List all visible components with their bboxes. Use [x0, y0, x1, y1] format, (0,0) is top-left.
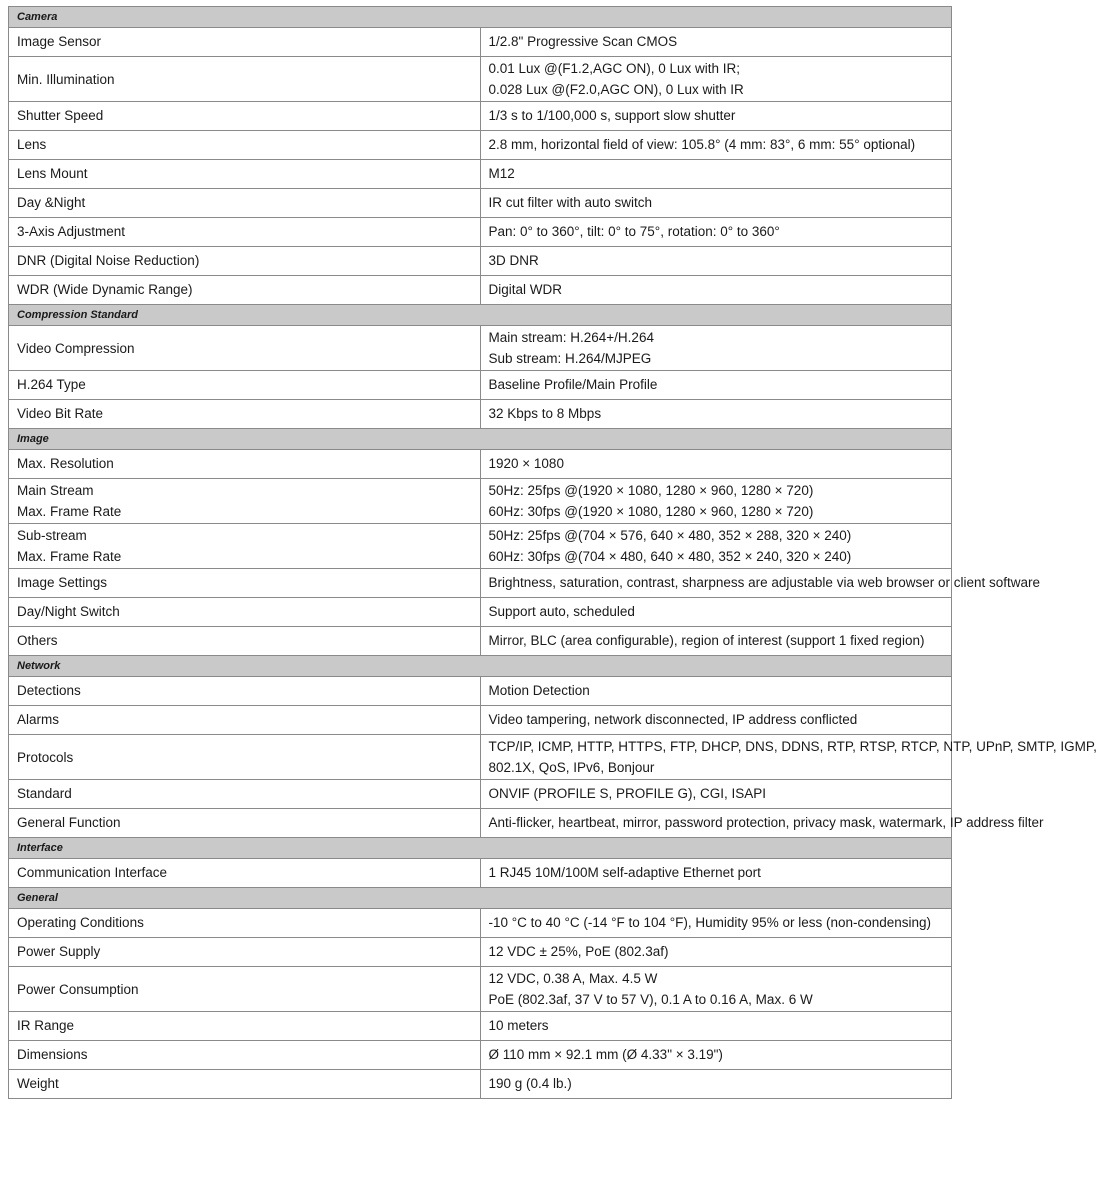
spec-label	[9, 859, 481, 888]
spec-value	[480, 326, 952, 371]
spec-label	[9, 780, 481, 809]
spec-row	[9, 735, 952, 780]
spec-label	[9, 276, 481, 305]
section-header	[9, 838, 952, 859]
spec-row	[9, 160, 952, 189]
spec-value-line: 50Hz: 25fps @(1920 × 1080, 1280 × 960, 1280 × 720)	[488, 483, 814, 498]
spec-label-line: IR Range	[17, 1018, 75, 1033]
spec-label	[9, 627, 481, 656]
spec-label	[9, 189, 481, 218]
spec-label-line: Lens	[17, 137, 47, 152]
section-title: General	[9, 888, 952, 909]
spec-value	[480, 189, 952, 218]
spec-row	[9, 247, 952, 276]
spec-label	[9, 400, 481, 429]
section-title: Compression Standard	[9, 305, 952, 326]
spec-value-line: 1 RJ45 10M/100M self-adaptive Ethernet port	[488, 865, 761, 880]
spec-label-line: Image Settings	[17, 575, 108, 590]
spec-row	[9, 1012, 952, 1041]
spec-row	[9, 28, 952, 57]
spec-value-line: Baseline Profile/Main Profile	[488, 377, 658, 392]
spec-table	[8, 6, 1097, 1099]
spec-row	[9, 967, 952, 1012]
spec-value	[480, 967, 952, 1012]
spec-value-line: Main stream: H.264+/H.264	[488, 330, 654, 345]
spec-table-body	[9, 7, 1097, 1099]
spec-label-line: Communication Interface	[17, 865, 168, 880]
spec-value-line: 1/3 s to 1/100,000 s, support slow shutter	[488, 108, 736, 123]
spec-label	[9, 131, 481, 160]
spec-label	[9, 371, 481, 400]
spec-value	[480, 1012, 952, 1041]
spec-value	[480, 276, 952, 305]
spec-value	[480, 938, 952, 967]
spec-label	[9, 1041, 481, 1070]
spec-value-line: Video tampering, network disconnected, IP address conflicted	[488, 712, 858, 727]
spec-row	[9, 627, 952, 656]
spec-value	[480, 479, 952, 524]
spec-value-line: Digital WDR	[488, 282, 563, 297]
spec-row	[9, 102, 952, 131]
spec-value-line: 0.028 Lux @(F2.0,AGC ON), 0 Lux with IR	[488, 82, 744, 97]
spec-label-line: Main Stream	[17, 483, 94, 498]
spec-label-line: Power Consumption	[17, 981, 139, 997]
spec-label-line: Min. Illumination	[17, 71, 115, 87]
spec-label	[9, 524, 481, 569]
spec-value	[480, 57, 952, 102]
spec-value-line: 60Hz: 30fps @(1920 × 1080, 1280 × 960, 1280 × 720)	[488, 504, 814, 519]
spec-row	[9, 276, 952, 305]
spec-label-line: Dimensions	[17, 1047, 88, 1062]
section-header	[9, 305, 952, 326]
spec-label	[9, 938, 481, 967]
spec-value-line: Pan: 0° to 360°, tilt: 0° to 75°, rotation: 0° to 360°	[488, 224, 780, 239]
spec-label	[9, 569, 481, 598]
spec-label-line: Lens Mount	[17, 166, 88, 181]
spec-label-line: WDR (Wide Dynamic Range)	[17, 282, 193, 297]
spec-label	[9, 598, 481, 627]
spec-label	[9, 102, 481, 131]
spec-row	[9, 938, 952, 967]
spec-label-line: Max. Resolution	[17, 456, 114, 471]
spec-value-line: 1920 × 1080	[488, 456, 564, 471]
spec-value-line: 12 VDC, 0.38 A, Max. 4.5 W	[488, 971, 658, 986]
section-header	[9, 7, 952, 28]
spec-value-line: Support auto, scheduled	[488, 604, 635, 619]
section-title: Network	[9, 656, 952, 677]
spec-value-line: 32 Kbps to 8 Mbps	[488, 406, 602, 421]
spec-label-line: Video Bit Rate	[17, 406, 104, 421]
spec-value	[480, 859, 952, 888]
spec-label	[9, 1012, 481, 1041]
spec-label-line: Image Sensor	[17, 34, 102, 49]
spec-value-line: Anti-flicker, heartbeat, mirror, password protection, privacy mask, watermark, IP address filter	[488, 815, 1044, 830]
spec-row	[9, 706, 952, 735]
spec-value-line: Sub stream: H.264/MJPEG	[488, 351, 652, 366]
spec-value	[480, 102, 952, 131]
section-header	[9, 656, 952, 677]
spec-value	[480, 909, 952, 938]
spec-value	[480, 677, 952, 706]
spec-value	[480, 28, 952, 57]
spec-value	[480, 524, 952, 569]
spec-row	[9, 1041, 952, 1070]
spec-value	[480, 809, 1044, 838]
spec-value	[480, 706, 952, 735]
spec-value	[480, 627, 952, 656]
spec-label	[9, 247, 481, 276]
spec-value-line: 1/2.8" Progressive Scan CMOS	[488, 34, 678, 49]
spec-label	[9, 677, 481, 706]
spec-row	[9, 909, 952, 938]
spec-label	[9, 967, 481, 1012]
section-title: Interface	[9, 838, 952, 859]
spec-row	[9, 524, 952, 569]
spec-label	[9, 706, 481, 735]
spec-label-line: Power Supply	[17, 944, 101, 959]
spec-row	[9, 189, 952, 218]
spec-row	[9, 598, 952, 627]
spec-label-line: Max. Frame Rate	[17, 549, 122, 564]
spec-row	[9, 780, 952, 809]
spec-value-line: Mirror, BLC (area configurable), region of interest (support 1 fixed region)	[488, 633, 925, 648]
spec-label-line: Protocols	[17, 749, 74, 765]
spec-value	[480, 400, 952, 429]
spec-label-line: Operating Conditions	[17, 915, 144, 930]
spec-row	[9, 859, 952, 888]
spec-label	[9, 160, 481, 189]
spec-label-line: Alarms	[17, 712, 60, 727]
spec-row	[9, 371, 952, 400]
spec-row	[9, 450, 952, 479]
spec-value	[480, 247, 952, 276]
section-header	[9, 429, 952, 450]
spec-label-line: Max. Frame Rate	[17, 504, 122, 519]
spec-value-line: 12 VDC ± 25%, PoE (802.3af)	[488, 944, 669, 959]
section-header	[9, 888, 952, 909]
spec-row	[9, 479, 952, 524]
spec-value	[480, 1070, 952, 1099]
spec-value-line: 50Hz: 25fps @(704 × 576, 640 × 480, 352 × 288, 320 × 240)	[488, 528, 852, 543]
spec-value	[480, 218, 952, 247]
spec-label-line: Shutter Speed	[17, 108, 104, 123]
spec-label-line: Detections	[17, 683, 81, 698]
spec-value	[480, 371, 952, 400]
spec-row	[9, 400, 952, 429]
spec-label-line: Day &Night	[17, 195, 86, 210]
spec-label	[9, 909, 481, 938]
spec-label	[9, 735, 481, 780]
spec-label	[9, 326, 481, 371]
spec-row	[9, 1070, 952, 1099]
section-title: Camera	[9, 7, 952, 28]
spec-label-line: Standard	[17, 786, 72, 801]
spec-label-line: H.264 Type	[17, 377, 86, 392]
spec-value	[480, 569, 1041, 598]
section-title: Image	[9, 429, 952, 450]
spec-label-line: Day/Night Switch	[17, 604, 120, 619]
spec-value-line: -10 °C to 40 °C (-14 °F to 104 °F), Humidity 95% or less (non-condensing)	[488, 915, 932, 930]
spec-value	[480, 131, 952, 160]
spec-label	[9, 809, 481, 838]
spec-row	[9, 809, 952, 838]
spec-value	[480, 1041, 952, 1070]
spec-value-line: 10 meters	[488, 1018, 549, 1033]
spec-row	[9, 326, 952, 371]
spec-label-line: Sub-stream	[17, 528, 87, 543]
spec-label-line: Video Compression	[17, 340, 135, 356]
spec-label	[9, 218, 481, 247]
spec-row	[9, 569, 952, 598]
spec-value	[480, 735, 1097, 780]
spec-value-line: Ø 110 mm × 92.1 mm (Ø 4.33" × 3.19")	[488, 1047, 723, 1062]
spec-label-line: General Function	[17, 815, 121, 830]
spec-row	[9, 57, 952, 102]
spec-value-line: 3D DNR	[488, 253, 539, 268]
spec-value	[480, 598, 952, 627]
spec-label	[9, 479, 481, 524]
spec-value	[480, 780, 952, 809]
spec-value-line: 190 g (0.4 lb.)	[488, 1076, 572, 1091]
spec-label-line: DNR (Digital Noise Reduction)	[17, 253, 200, 268]
spec-label	[9, 28, 481, 57]
spec-label	[9, 450, 481, 479]
spec-label-line: 3-Axis Adjustment	[17, 224, 126, 239]
spec-value	[480, 450, 952, 479]
spec-value-line: Motion Detection	[488, 683, 590, 698]
spec-value-line: Brightness, saturation, contrast, sharpness are adjustable via web browser or client software	[488, 575, 1041, 590]
spec-value-line: TCP/IP, ICMP, HTTP, HTTPS, FTP, DHCP, DNS, DDNS, RTP, RTSP, RTCP, NTP, UPnP, SMTP, IGMP,	[488, 739, 1097, 754]
spec-row	[9, 677, 952, 706]
spec-label	[9, 1070, 481, 1099]
spec-label	[9, 57, 481, 102]
spec-value	[480, 160, 952, 189]
spec-label-line: Weight	[17, 1076, 59, 1091]
spec-value-line: 0.01 Lux @(F1.2,AGC ON), 0 Lux with IR;	[488, 61, 741, 76]
spec-value-line: ONVIF (PROFILE S, PROFILE G), CGI, ISAPI	[488, 786, 767, 801]
spec-value-line: M12	[488, 166, 515, 181]
spec-value-line: 60Hz: 30fps @(704 × 480, 640 × 480, 352 × 240, 320 × 240)	[488, 549, 852, 564]
spec-label-line: Others	[17, 633, 58, 648]
spec-row	[9, 218, 952, 247]
spec-value-line: PoE (802.3af, 37 V to 57 V), 0.1 A to 0.16 A, Max. 6 W	[488, 992, 813, 1007]
spec-value-line: 2.8 mm, horizontal field of view: 105.8° (4 mm: 83°, 6 mm: 55° optional)	[488, 137, 916, 152]
spec-value-line: IR cut filter with auto switch	[488, 195, 653, 210]
spec-value-line: 802.1X, QoS, IPv6, Bonjour	[488, 760, 655, 775]
spec-row	[9, 131, 952, 160]
